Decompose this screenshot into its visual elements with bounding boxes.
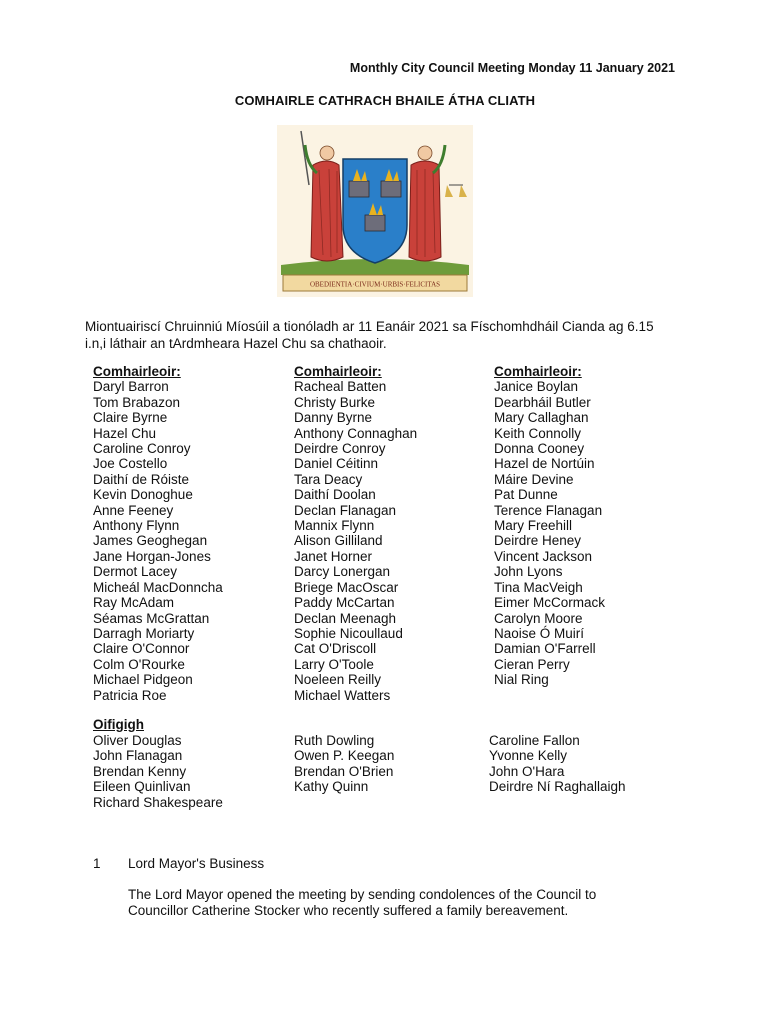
crest-motto: OBEDIENTIA·CIVIUM·URBIS·FELICITAS bbox=[309, 280, 441, 289]
name-entry: Caroline Fallon bbox=[489, 733, 580, 748]
councillors-heading: Comhairleoir: bbox=[494, 364, 582, 379]
name-entry: Mary Freehill bbox=[494, 518, 573, 534]
name-entry: Jane Horgan-Jones bbox=[93, 548, 211, 564]
name-entry: Daithí Doolan bbox=[294, 487, 376, 503]
name-entry: Sophie Nicoullaud bbox=[294, 625, 403, 641]
name-entry: Caroline Conroy bbox=[93, 441, 191, 457]
name-entry: Darcy Lonergan bbox=[294, 564, 391, 580]
intro-line-2: i.n,i láthair an tArdmheara Hazel Chu sa chathaoir. bbox=[85, 336, 387, 351]
name-entry: Claire Byrne bbox=[93, 410, 168, 426]
name-entry: Colm O'Rourke bbox=[93, 656, 185, 672]
name-entry: Anne Feeney bbox=[93, 502, 174, 518]
name-entry: Michael Pidgeon bbox=[93, 672, 193, 688]
name-entry: Alison Gilliland bbox=[294, 533, 383, 549]
name-entry: John Lyons bbox=[494, 564, 563, 580]
name-entry: Daryl Barron bbox=[93, 379, 169, 395]
councillors-column-3 bbox=[494, 364, 605, 688]
name-entry: Danny Byrne bbox=[294, 410, 373, 426]
name-entry: John O'Hara bbox=[489, 763, 565, 779]
name-entry: Brendan O'Brien bbox=[294, 763, 394, 779]
name-entry: Carolyn Moore bbox=[494, 610, 583, 626]
agenda-item-body-line-1: The Lord Mayor opened the meeting by sending condolences of the Council to bbox=[128, 887, 597, 902]
name-entry: Mary Callaghan bbox=[494, 410, 589, 426]
name-entry: Máire Devine bbox=[494, 471, 574, 487]
name-entry: Dermot Lacey bbox=[93, 564, 178, 580]
name-entry: Deirdre Conroy bbox=[294, 441, 386, 457]
name-entry: Larry O'Toole bbox=[294, 656, 374, 672]
officers-column-3 bbox=[489, 733, 626, 795]
name-entry: Damian O'Farrell bbox=[494, 641, 596, 657]
name-entry: Vincent Jackson bbox=[494, 548, 593, 564]
officers-column-1 bbox=[93, 733, 223, 810]
name-entry: Claire O'Connor bbox=[93, 641, 190, 657]
agenda-item-title: Lord Mayor's Business bbox=[128, 856, 265, 871]
intro-paragraph bbox=[85, 318, 675, 352]
councillors-heading: Comhairleoir: bbox=[93, 364, 181, 379]
name-entry: Brendan Kenny bbox=[93, 763, 187, 779]
name-entry: Ray McAdam bbox=[93, 595, 175, 611]
name-entry: Hazel de Nortúin bbox=[494, 456, 595, 472]
name-entry: Nial Ring bbox=[494, 672, 549, 688]
name-entry: Daithí de Róiste bbox=[93, 471, 190, 487]
name-entry: Tara Deacy bbox=[294, 471, 363, 487]
council-title: COMHAIRLE CATHRACH BHAILE ÁTHA CLIATH bbox=[234, 93, 536, 108]
name-entry: Deirdre Ní Raghallaigh bbox=[489, 779, 626, 795]
agenda-item-body bbox=[128, 887, 673, 919]
name-entry: Patricia Roe bbox=[93, 687, 167, 703]
name-entry: Ruth Dowling bbox=[294, 733, 375, 748]
name-entry: Hazel Chu bbox=[93, 425, 157, 441]
officers-column-2 bbox=[294, 733, 394, 795]
name-entry: Anthony Connaghan bbox=[294, 425, 418, 441]
councillors-heading: Comhairleoir: bbox=[294, 364, 382, 379]
name-entry: Micheál MacDonncha bbox=[93, 579, 223, 595]
name-entry: Cieran Perry bbox=[494, 656, 570, 672]
name-entry: Terence Flanagan bbox=[494, 502, 603, 518]
agenda-item-number: 1 bbox=[93, 856, 101, 871]
dublin-coat-of-arms bbox=[277, 125, 473, 297]
name-entry: Naoise Ó Muirí bbox=[494, 625, 585, 641]
name-entry: Deirdre Heney bbox=[494, 533, 582, 549]
name-entry: James Geoghegan bbox=[93, 533, 208, 549]
name-entry: Paddy McCartan bbox=[294, 595, 395, 611]
name-entry: Eimer McCormack bbox=[494, 595, 606, 611]
councillors-column-1 bbox=[93, 364, 223, 703]
agenda-item-body-line-2: Councillor Catherine Stocker who recently suffered a family bereavement. bbox=[128, 903, 569, 918]
name-entry: Daniel Céitinn bbox=[294, 456, 379, 472]
meeting-date-header: Monthly City Council Meeting Monday 11 January 2021 bbox=[349, 61, 675, 75]
intro-line-1: Miontuairiscí Chruinniú Míosúil a tionóladh ar 11 Eanáir 2021 sa Físchomhdháil Cianda ag 6.15 bbox=[85, 319, 654, 334]
name-entry: Eileen Quinlivan bbox=[93, 779, 191, 795]
name-entry: Owen P. Keegan bbox=[294, 748, 395, 764]
name-entry: Tina MacVeigh bbox=[494, 579, 583, 595]
name-entry: Yvonne Kelly bbox=[489, 748, 568, 764]
name-entry: Racheal Batten bbox=[294, 379, 387, 395]
name-entry: Pat Dunne bbox=[494, 487, 558, 503]
name-entry: Janet Horner bbox=[294, 548, 373, 564]
name-entry: Michael Watters bbox=[294, 687, 391, 703]
name-entry: Anthony Flynn bbox=[93, 518, 180, 534]
name-entry: Janice Boylan bbox=[494, 379, 579, 395]
name-entry: Keith Connolly bbox=[494, 425, 582, 441]
name-entry: Séamas McGrattan bbox=[93, 610, 210, 626]
name-entry: Declan Flanagan bbox=[294, 502, 397, 518]
name-entry: Mannix Flynn bbox=[294, 518, 375, 534]
name-entry: Cat O'Driscoll bbox=[294, 641, 377, 657]
name-entry: Noeleen Reilly bbox=[294, 672, 382, 688]
name-entry: Kathy Quinn bbox=[294, 779, 369, 795]
name-entry: Tom Brabazon bbox=[93, 394, 181, 410]
name-entry: Kevin Donoghue bbox=[93, 487, 193, 503]
name-entry: Richard Shakespeare bbox=[93, 794, 223, 810]
name-entry: Darragh Moriarty bbox=[93, 625, 195, 641]
name-entry: Declan Meenagh bbox=[294, 610, 397, 626]
councillors-column-2 bbox=[294, 364, 417, 703]
name-entry: Christy Burke bbox=[294, 394, 376, 410]
name-entry: Joe Costello bbox=[93, 456, 168, 472]
name-entry: Dearbháil Butler bbox=[494, 394, 591, 410]
name-entry: Donna Cooney bbox=[494, 441, 585, 457]
name-entry: Briege MacOscar bbox=[294, 579, 399, 595]
name-entry: John Flanagan bbox=[93, 748, 183, 764]
officers-heading: Oifigigh bbox=[93, 717, 144, 732]
name-entry: Oliver Douglas bbox=[93, 733, 182, 748]
